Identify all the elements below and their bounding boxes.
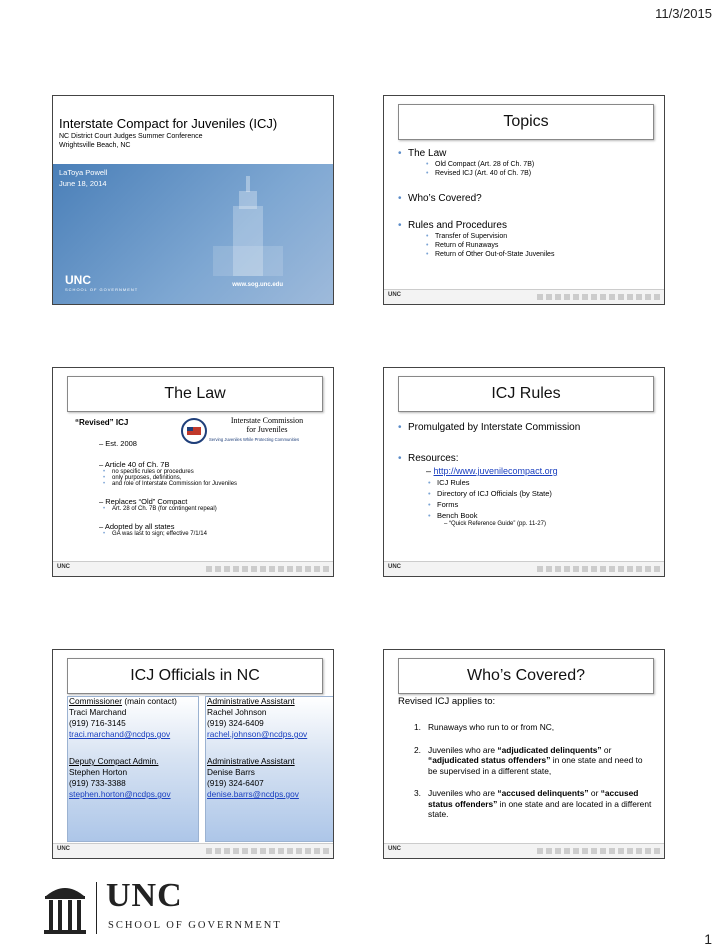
presentation-date: June 18, 2014 <box>59 179 107 188</box>
rules-promulgated: • Promulgated by Interstate Commission <box>398 422 660 433</box>
icj-logo-line1: Interstate Commission <box>230 416 304 425</box>
old-well-icon <box>42 880 88 938</box>
slide-4-title: ICJ Rules <box>398 376 654 412</box>
law-article-40-sub2: • only purposes, definitions, <box>103 475 329 481</box>
slide-3-title: The Law <box>67 376 323 412</box>
subtopic-old-compact: • Old Compact (Art. 28 of Ch. 7B) <box>426 161 658 168</box>
subtopic-runaways: • Return of Runaways <box>426 242 658 249</box>
slide-footer <box>384 289 664 304</box>
slide-footer <box>384 843 664 858</box>
topic-rules-procedures: • Rules and Procedures <box>398 220 658 231</box>
subtopic-revised-icj: • Revised ICJ (Art. 40 of Ch. 7B) <box>426 170 658 177</box>
slide-title <box>52 95 334 305</box>
unc-logo <box>65 273 138 292</box>
email-link[interactable]: rachel.johnson@ncdps.gov <box>207 729 308 739</box>
footer-logo: UNC <box>388 564 401 570</box>
law-adopted: – Adopted by all states <box>99 522 175 531</box>
sog-wordmark: SCHOOL OF GOVERNMENT <box>108 920 282 931</box>
slide-topics <box>383 95 665 305</box>
contact-assistant-1: Administrative Assistant Rachel Johnson (919) 324-6409 rachel.johnson@ncdps.gov <box>207 696 334 740</box>
unc-wordmark: UNC <box>106 877 183 914</box>
covered-item-1: 1. Runaways who run to or from NC, <box>414 722 555 732</box>
law-replaces-sub: • Art. 28 of Ch. 7B (for contingent repeal) <box>103 506 329 512</box>
resource-forms: • Forms <box>428 500 660 509</box>
law-article-40: – Article 40 of Ch. 7B <box>99 460 170 469</box>
slide-whos-covered <box>383 649 665 859</box>
topic-the-law: • The Law <box>398 148 658 159</box>
conference-name: NC District Court Judges Summer Conference <box>59 133 203 140</box>
subtopic-transfer: • Transfer of Supervision <box>426 233 658 240</box>
contact-commissioner: Commissioner (main contact) Traci Marchand (919) 716-3145 traci.marchand@ncdps.gov <box>69 696 199 740</box>
presenter-name: LaToya Powell <box>59 168 108 177</box>
slide-1-title: Interstate Compact for Juveniles (ICJ) <box>59 116 278 131</box>
document-date: 11/3/2015 <box>655 6 712 21</box>
slide-6-title: Who’s Covered? <box>398 658 654 694</box>
page-number: 1 <box>704 931 712 947</box>
law-article-40-sub3: • and role of Interstate Commission for Juveniles <box>103 481 329 487</box>
law-est: – Est. 2008 <box>99 439 137 448</box>
unc-label: UNC <box>65 273 91 287</box>
unc-sog-logo <box>42 878 280 942</box>
slide-footer <box>53 561 333 576</box>
footer-logo: UNC <box>57 564 70 570</box>
email-link[interactable]: traci.marchand@ncdps.gov <box>69 729 171 739</box>
slide-footer <box>384 561 664 576</box>
resource-icj-rules: • ICJ Rules <box>428 478 660 487</box>
slide-the-law <box>52 367 334 577</box>
slide-footer <box>53 843 333 858</box>
email-link[interactable]: stephen.horton@ncdps.gov <box>69 789 171 799</box>
icj-logo-line2: for Juveniles <box>246 425 288 434</box>
footer-logo: UNC <box>388 292 401 298</box>
topic-whos-covered: • Who’s Covered? <box>398 193 658 204</box>
icj-tagline: Serving Juveniles While Protecting Communities <box>209 437 300 442</box>
law-adopted-sub: • GA was last to sign; effective 7/1/14 <box>103 531 329 537</box>
slide-icj-officials <box>52 649 334 859</box>
resource-directory: • Directory of ICJ Officials (by State) <box>428 489 660 498</box>
covered-item-2: 2. Juveniles who are “adjudicated delinquents” or “adjudicated status offenders” in one state and need to be supervised in a different state, <box>414 744 643 776</box>
slide-2-title: Topics <box>398 104 654 140</box>
footer-logo: UNC <box>57 846 70 852</box>
rules-resources: • Resources: <box>398 453 660 464</box>
sog-url: www.sog.unc.edu <box>232 282 283 288</box>
covered-item-3: 3. Juveniles who are “accused delinquents” or “accused status offenders” in one state and are located in a different state. <box>414 788 652 819</box>
covered-intro: Revised ICJ applies to: <box>398 696 496 707</box>
slide-icj-rules <box>383 367 665 577</box>
law-article-40-sub1: • no specific rules or procedures <box>103 469 329 475</box>
resource-bench-book: • Bench Book <box>428 511 660 520</box>
conference-location: Wrightsville Beach, NC <box>59 142 131 149</box>
sog-label: SCHOOL OF GOVERNMENT <box>65 287 139 292</box>
bell-tower-image <box>193 176 303 276</box>
subtopic-other-juveniles: • Return of Other Out-of-State Juveniles <box>426 251 658 258</box>
email-link[interactable]: denise.barrs@ncdps.gov <box>207 789 299 799</box>
rules-link[interactable]: – http://www.juvenilecompact.org <box>426 466 558 476</box>
bench-book-guide: – “Quick Reference Guide” (pp. 11-27) <box>444 521 546 527</box>
contact-assistant-2: Administrative Assistant Denise Barrs (919) 324-6407 denise.barrs@ncdps.gov <box>207 756 334 800</box>
footer-logo: UNC <box>388 846 401 852</box>
slide-5-title: ICJ Officials in NC <box>67 658 323 694</box>
contact-deputy: Deputy Compact Admin. Stephen Horton (919) 733-3388 stephen.horton@ncdps.gov <box>69 756 199 800</box>
revised-icj-heading: “Revised” ICJ <box>75 418 129 427</box>
law-replaces: – Replaces “Old” Compact <box>99 497 188 506</box>
